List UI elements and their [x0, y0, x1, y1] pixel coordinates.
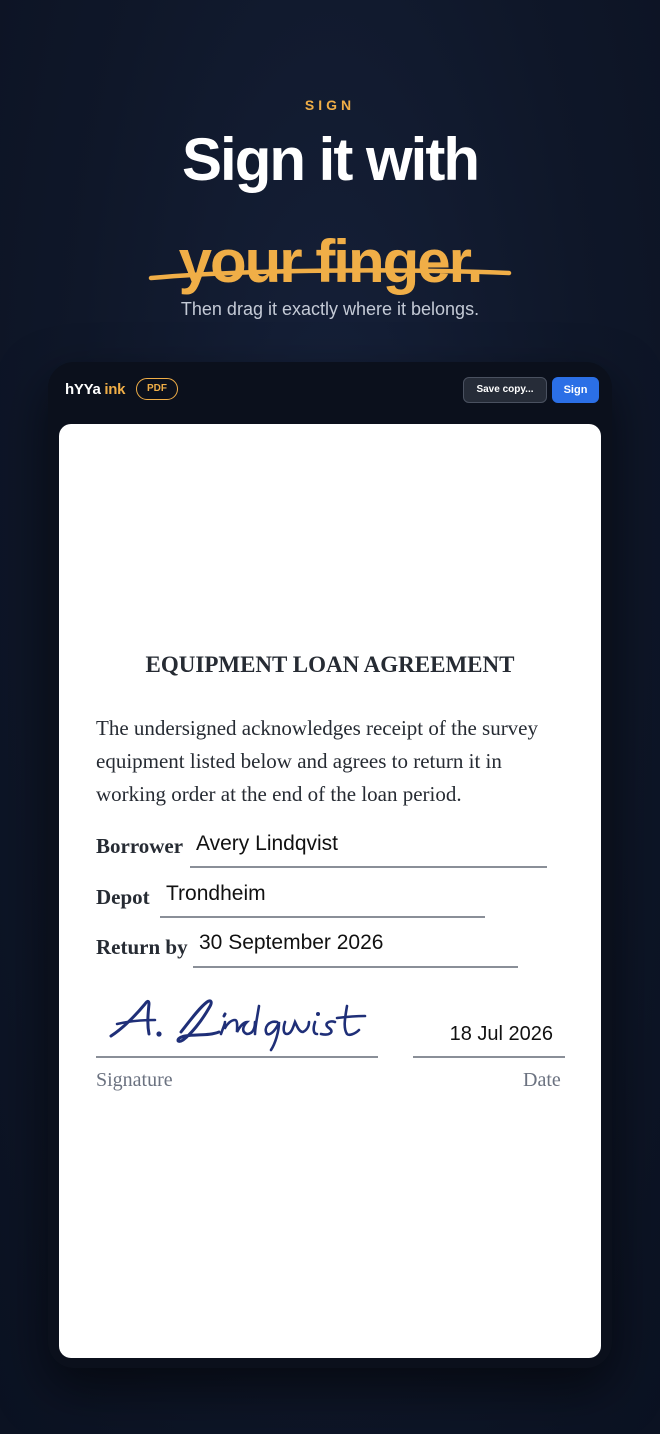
- field-label-borrower: Borrower: [96, 834, 184, 858]
- app-logo: [65, 381, 125, 398]
- save-copy-button[interactable]: Save copy...: [463, 377, 547, 403]
- underline-swoosh: [148, 266, 512, 286]
- eyebrow-label: SIGN: [304, 97, 356, 113]
- field-value-return-by[interactable]: 30 September 2026: [199, 931, 384, 954]
- hero-subtitle: Then drag it exactly where it belongs.: [180, 299, 480, 319]
- field-value-borrower[interactable]: Avery Lindqvist: [196, 832, 339, 855]
- file-type-badge: PDF: [136, 378, 178, 400]
- field-line-return-by: [193, 966, 518, 968]
- document-page[interactable]: [59, 424, 601, 1358]
- headline-line-1: Sign it with: [182, 126, 478, 193]
- field-value-depot[interactable]: Trondheim: [166, 882, 266, 905]
- sign-button[interactable]: Sign: [552, 377, 599, 403]
- signature-ink[interactable]: [103, 992, 373, 1052]
- brand-name: hYYa: [65, 381, 101, 398]
- date-caption: Date: [523, 1069, 561, 1091]
- field-line-depot: [160, 916, 485, 918]
- field-line-borrower: [190, 866, 547, 868]
- field-label-return-by: Return by: [96, 935, 188, 959]
- date-line: [413, 1056, 565, 1058]
- brand-accent: ink: [104, 381, 126, 398]
- date-value[interactable]: 18 Jul 2026: [449, 1023, 553, 1045]
- signature-line: [96, 1056, 378, 1058]
- document-body: The undersigned acknowledges receipt of the survey equipment listed below and agrees to return it in working order at the end of the loan period.: [96, 716, 539, 806]
- signature-caption: Signature: [96, 1069, 173, 1091]
- document-title: EQUIPMENT LOAN AGREEMENT: [145, 652, 515, 677]
- headline-line-2: your finger.: [178, 228, 482, 295]
- app-window: [48, 362, 612, 1368]
- field-label-depot: Depot: [96, 885, 150, 909]
